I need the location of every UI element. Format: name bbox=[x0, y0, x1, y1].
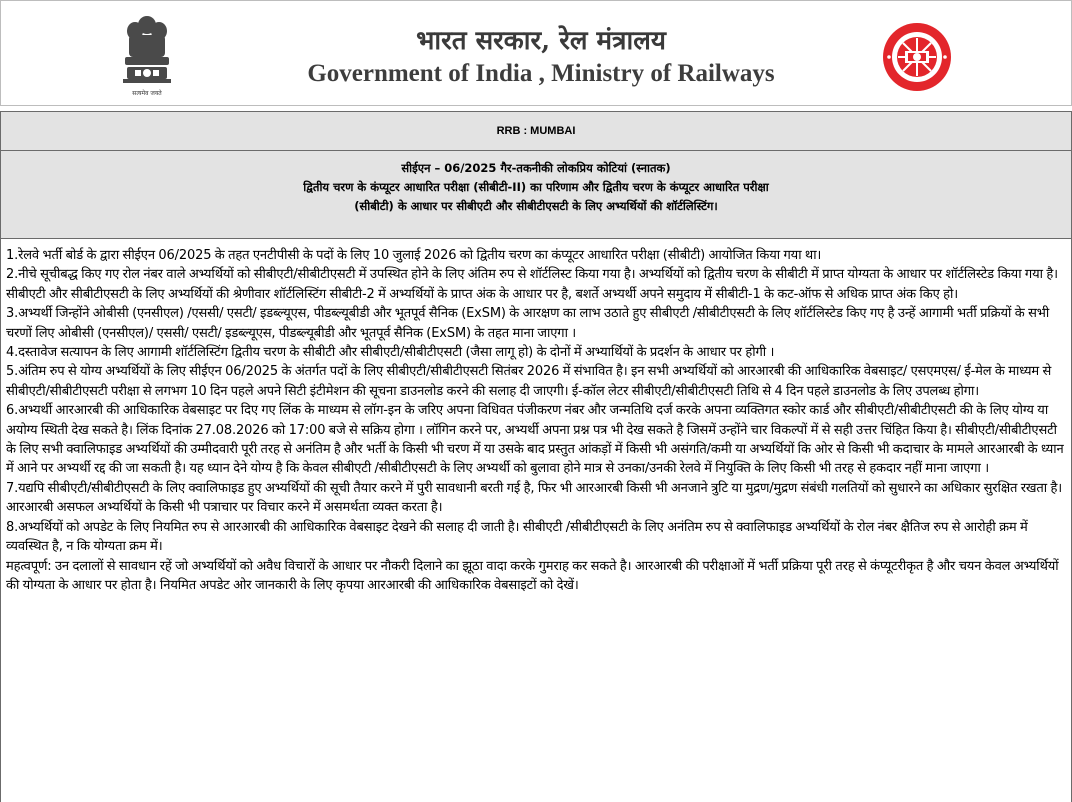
notice-subject bbox=[1, 151, 1071, 239]
notice-paragraph-5: 5.अंतिम रुप से योग्य अभ्यर्थियों के लिए सीईएन 06/2025 के अंतर्गत पदों के लिए सीबीएटी/सीबीटीएसटी सितंबर 2026 में संभावित है। इन सभी अभ्यर्थियों को आरआरबी की आधिकारिक वेबसाइट/ एसएमएस/ ई-मेल के माध्यम से सीबीएटी/सीबीटीएसटी परीक्षा से लगभग 10 दिन पहले अपने सिटी इंटीमेशन की सूचना डाउनलोड करने की सलाह दी जाएगी। ई-कॉल लेटर सीबीएटी/सीबीटीएसटी तिथि से 4 दिन पहले डाउनलोड के लिए उपलब्ध होगा। bbox=[6, 364, 1052, 399]
notice-paragraph-1: 1.रेलवे भर्ती बोर्ड के द्वारा सीईएन 06/2025 के तहत एनटीपीसी के पदों के लिए 10 जुलाई 2026 को द्वितीय चरण का कंप्यूटर आधारित परीक्षा (सीबीटी) आयोजित किया गया था। bbox=[6, 248, 822, 263]
rrb-label: RRB : MUMBAI bbox=[1, 112, 1071, 151]
notice-table bbox=[0, 111, 1072, 802]
notice-paragraph-3: 3.अभ्यर्थी जिन्होंने ओबीसी (एनसीएल) /एससी/ एसटी/ इडब्ल्यूएस, पीडब्ल्यूबीडी और भूतपूर्व सैनिक (ExSM) के आरक्षण का लाभ उठाते हुए सीबीएटी /सीबीटीएसटी के लिए शॉर्टलिस्टेड किए गए है उन्हें आगामी भर्ती प्रक्रियों के सभी चरणों लिए ओबीसी (एनसीएल)/ एससी/ एसटी/ इडब्ल्यूएस, पीडब्ल्यूबीडी और भूतपूर्व सैनिक (ExSM) के तहत माना जाएगा । bbox=[6, 306, 1050, 341]
important-warning: महत्वपूर्ण: उन दलालों से सावधान रहें जो अभ्यर्थियों को अवैध विचारों के आधार पर नौकरी दिलाने का झूठा वादा करके गुमराह कर सकते है। आरआरबी की परीक्षाओं में भर्ती प्रक्रिया पूरी तरह से कंप्यूटरीकृत है और चयन केवल अभ्यर्थियों की योग्यता के आधार पर होता है। नियमित अपडेट ओर जानकारी के लिए कृपया आरआरबी की आधिकारिक वेबसाइटों को देखें। bbox=[6, 558, 1059, 593]
notice-paragraph-6: 6.अभ्यर्थी आरआरबी की आधिकारिक वेबसाइट पर दिए गए लिंक के माध्यम से लॉग-इन के जरिए अपना विधिवत पंजीकरण नंबर और जन्मतिथि दर्ज करके अपना व्यक्तिगत स्कोर कार्ड और सीबीएटी/सीबीटीएसटी की के लिए योग्य या अयोग्य स्थिती देख सकते है। लिंक दिनांक 27.08.2026 को 17:00 बजे से सक्रिय होगा । लॉगिन करने पर, अभ्यर्थी अपना प्रश्न पत्र भी देख सकते है जिसमें उन्होंने चार विकल्पों में से सही उत्तर चिंहित किया है। सीबीएटी/सीबीटीएसटी के लिए सभी क्वालिफाइड अभ्यर्थियों की उम्मीदवारी पूरी तरह से अनंतिम है और भर्ती के किसी भी चरण में या उसके बाद प्रस्तुत आंकड़ों में किसी भी असंगति/कमी या अभ्यर्थियों कि ओर से किसी भी कदाचार के मामले आरआरबी के ध्यान में आने पर अभ्यर्थी रद्द की जा सकती है। यह ध्यान देने योग्य है कि केवल सीबीएटी /सीबीटीएसटी के लिए अभ्यर्थी को बुलावा होने मात्र से उनका/उनकी रेलवे में नियुक्ति के लिए किसी भी तरह से हकदार नहीं माना जाएगा । bbox=[6, 403, 1064, 477]
subject-line: सीईएन – 06/2025 गैर-तकनीकी लोकप्रिय कोटियां (स्नातक) bbox=[401, 161, 671, 175]
state-emblem-icon bbox=[115, 11, 179, 97]
subject-line: द्वितीय चरण के कंप्यूटर आधारित परीक्षा (सीबीटी-II) का परिणाम और द्वितीय चरण के कंप्यूटर आधारित परीक्षा bbox=[303, 180, 769, 194]
title-hindi: भारत सरकार, रेल मंत्रालय bbox=[416, 26, 666, 56]
subject-line: (सीबीटी) के आधार पर सीबीएटी और सीबीटीएसटी के लिए अभ्यर्थियों की शॉर्टलिस्टिंग। bbox=[354, 199, 718, 213]
notice-body bbox=[6, 246, 1068, 595]
header-banner bbox=[0, 0, 1072, 106]
emblem-caption: सत्यमेव जयते bbox=[132, 90, 162, 97]
title-english: Government of India , Ministry of Railways bbox=[307, 60, 775, 87]
indian-railways-logo-icon bbox=[881, 21, 953, 93]
notice-paragraph-4: 4.दस्तावेज सत्यापन के लिए आगामी शॉर्टलिस्टिंग द्वितीय चरण के सीबीटी और सीबीएटी/सीबीटीएसटी (जैसा लागू हो) के दोनों में अभ्यार्थियों के प्रदर्शन के आधार पर होगी । bbox=[6, 345, 775, 361]
notice-paragraph-2: 2.नीचे सूचीबद्ध किए गए रोल नंबर वाले अभ्यर्थियों को सीबीएटी/सीबीटीएसटी में उपस्थित होने के लिए अंतिम रुप से शॉर्टलिस्ट किया गया है। अभ्यर्थियों को द्वितीय चरण के सीबीटी में प्राप्त योग्यता के आधार पर शॉर्टलिस्टेड किया गया है। सीबीएटी और सीबीटीएसटी के लिए अभ्यर्थियों की श्रेणीवार शॉर्टलिस्टिंग सीबीटी-2 में अभ्यर्थियों के प्राप्त अंक के आधार पर है, बशर्ते अभ्यर्थी अपने समुदाय में सीबीटी-1 के कट-ऑफ से अधिक प्राप्त अंक किए हो। bbox=[6, 267, 1058, 302]
notice-paragraph-8: 8.अभ्यर्थियों को अपडेट के लिए नियमित रुप से आरआरबी की आधिकारिक वेबसाइट देखने की सलाह दी जाती है। सीबीएटी /सीबीटीएसटी के लिए अनंतिम रुप से क्वालिफाइड अभ्यर्थियों के रोल नंबर क्षैतिज रुप से आरोही क्रम में व्यवस्थित है, न कि योग्यता क्रम में। bbox=[6, 519, 1028, 555]
notice-paragraph-7: 7.यद्यपि सीबीएटी/सीबीटीएसटी के लिए क्वालिफाइड हुए अभ्यर्थियों की सूची तैयार करने में पुरी सावधानी बरती गई है, फिर भी आरआरबी किसी भी अनजाने त्रुटि या मुद्रण/मुद्रण संबंधी गलतियों को सुधारने का अधिकार सुरक्षित रखता है। आरआरबी असफल अभ्यर्थियों के किसी भी पत्राचार पर विचार करने में असमर्थता व्यक्त करता है। bbox=[6, 480, 1063, 516]
